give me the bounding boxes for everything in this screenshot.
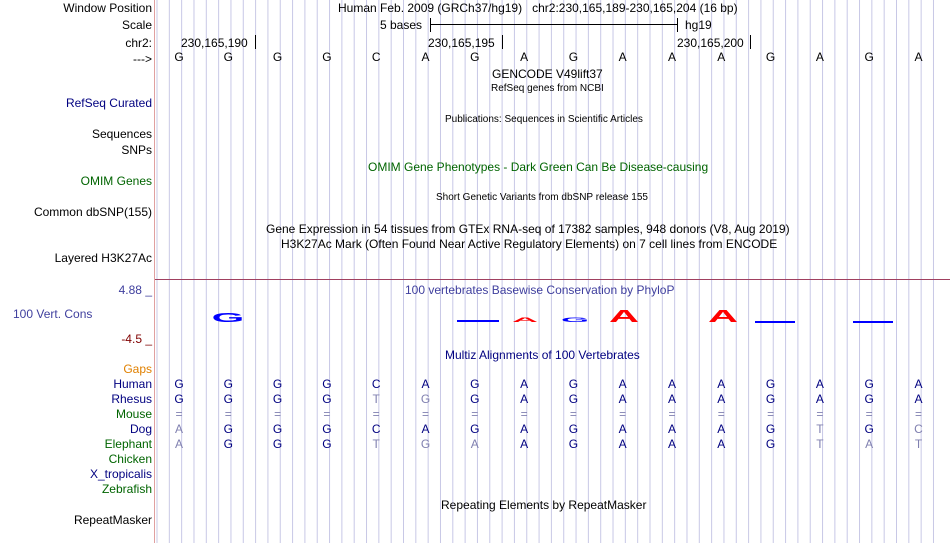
common-dbsnp-label[interactable]: Common dbSNP(155) xyxy=(33,205,152,219)
phylop-logo-plot xyxy=(155,296,950,326)
gtex-track-title[interactable]: Gene Expression in 54 tissues from GTEx RNA-seq of 17382 samples, 948 donors (V8, Aug 2019) xyxy=(266,222,790,236)
species-row-elephant xyxy=(155,437,950,451)
aligned-base: G xyxy=(864,392,874,406)
aligned-base: = xyxy=(619,407,627,421)
aligned-base: C xyxy=(914,422,923,436)
gaps-label[interactable]: Gaps xyxy=(123,362,152,376)
aligned-base: A xyxy=(667,377,676,391)
species-row-mouse xyxy=(155,407,950,421)
species-row-human xyxy=(155,377,950,391)
aligned-base: G xyxy=(420,392,431,406)
scale-text: 5 bases xyxy=(380,18,423,32)
aligned-base: G xyxy=(322,422,332,436)
reference-base: A xyxy=(914,50,923,64)
aligned-base: = xyxy=(816,407,824,421)
species-label-rhesus[interactable]: Rhesus xyxy=(111,392,152,406)
track-divider xyxy=(155,279,950,280)
aligned-base: = xyxy=(323,407,331,421)
aligned-base: A xyxy=(520,392,529,406)
chrom-label: chr2: xyxy=(125,36,152,50)
aligned-base: A xyxy=(520,377,529,391)
species-label-mouse[interactable]: Mouse xyxy=(115,407,152,421)
aligned-base: G xyxy=(568,377,579,391)
aligned-base: = xyxy=(421,407,429,421)
aligned-base: G xyxy=(174,377,184,391)
scale-bar xyxy=(430,24,677,25)
h3k27ac-track-title[interactable]: H3K27Ac Mark (Often Found Near Active Regulatory Elements) on 7 cell lines from ENCODE xyxy=(281,237,778,251)
aligned-base: = xyxy=(569,407,577,421)
sequences-label[interactable]: Sequences xyxy=(91,127,152,141)
aligned-base: = xyxy=(717,407,725,421)
aligned-base: G xyxy=(568,437,579,451)
aligned-base: G xyxy=(223,437,233,451)
reference-base: A xyxy=(667,50,676,64)
aligned-base: A xyxy=(667,392,676,406)
species-row-zebrafish xyxy=(155,482,950,496)
dbsnp-track-title[interactable]: Short Genetic Variants from dbSNP release 155 xyxy=(436,192,648,203)
aligned-base: G xyxy=(765,437,776,451)
species-label-dog[interactable]: Dog xyxy=(129,422,152,436)
aligned-base: A xyxy=(914,392,923,406)
reference-base: G xyxy=(223,50,233,64)
aligned-base: T xyxy=(914,437,923,451)
aligned-base: G xyxy=(223,422,233,436)
aligned-base: G xyxy=(470,377,480,391)
aligned-base: G xyxy=(568,422,579,436)
phylop-label[interactable]: 100 Vert. Cons xyxy=(13,307,93,321)
aligned-base: A xyxy=(717,392,726,406)
logo-g-large: G xyxy=(211,310,245,325)
logo-flat-a-1 xyxy=(755,321,795,323)
aligned-base: G xyxy=(864,422,874,436)
aligned-base: A xyxy=(174,437,183,451)
reference-base: A xyxy=(717,50,726,64)
aligned-base: = xyxy=(224,407,232,421)
reference-base: A xyxy=(618,50,627,64)
logo-flat-a-2 xyxy=(853,321,893,323)
aligned-base: A xyxy=(421,422,430,436)
aligned-base: A xyxy=(667,437,676,451)
position-200: 230,165,200 xyxy=(677,36,744,50)
aligned-base: G xyxy=(470,392,480,406)
refseq-track-title[interactable]: RefSeq genes from NCBI xyxy=(491,83,604,94)
aligned-base: C xyxy=(371,422,381,436)
position-190-tick xyxy=(255,35,256,49)
aligned-base: A xyxy=(618,377,627,391)
refseq-curated-label[interactable]: RefSeq Curated xyxy=(65,96,152,110)
aligned-base: = xyxy=(520,407,528,421)
logo-g-small: G xyxy=(560,316,590,324)
aligned-base: A xyxy=(914,377,923,391)
logo-a-small-1: A xyxy=(512,316,538,324)
reference-base: G xyxy=(470,50,480,64)
aligned-base: = xyxy=(865,407,873,421)
phylop-max-value: 4.88 _ xyxy=(118,283,152,297)
aligned-base: G xyxy=(568,392,579,406)
omim-genes-label[interactable]: OMIM Genes xyxy=(80,174,152,188)
aligned-base: G xyxy=(470,422,480,436)
position-195: 230,165,195 xyxy=(428,36,495,50)
species-row-rhesus xyxy=(155,392,950,406)
aligned-base: T xyxy=(816,437,824,451)
species-label-zebrafish[interactable]: Zebrafish xyxy=(101,482,152,496)
aligned-base: A xyxy=(174,422,183,436)
aligned-base: = xyxy=(914,407,922,421)
position-190: 230,165,190 xyxy=(181,36,248,50)
aligned-base: = xyxy=(767,407,775,421)
window-position-label: Window Position xyxy=(63,1,152,15)
species-label-human[interactable]: Human xyxy=(113,377,152,391)
aligned-base: A xyxy=(421,377,430,391)
window-position-title: Human Feb. 2009 (GRCh37/hg19) chr2:230,165,189-230,165,204 (16 bp) xyxy=(338,1,738,15)
position-195-tick xyxy=(502,35,503,49)
species-row-chicken xyxy=(155,452,950,466)
aligned-base: A xyxy=(717,422,726,436)
omim-track-title[interactable]: OMIM Gene Phenotypes - Dark Green Can Be Disease-causing xyxy=(368,160,709,174)
aligned-base: G xyxy=(322,377,332,391)
aligned-base: G xyxy=(272,422,283,436)
aligned-base: T xyxy=(372,437,380,451)
reference-bases-row xyxy=(155,50,950,64)
publications-track-title[interactable]: Publications: Sequences in Scientific Articles xyxy=(445,114,643,125)
aligned-base: T xyxy=(372,392,380,406)
aligned-base: G xyxy=(322,392,332,406)
multiz-track-title[interactable]: Multiz Alignments of 100 Vertebrates xyxy=(445,348,640,362)
aligned-base: G xyxy=(420,437,431,451)
reference-base: G xyxy=(864,50,874,64)
species-label-chicken[interactable]: Chicken xyxy=(108,452,152,466)
reference-base: G xyxy=(174,50,184,64)
species-row-x_tropicalis xyxy=(155,467,950,481)
reference-base: G xyxy=(568,50,579,64)
aligned-base: A xyxy=(520,422,529,436)
species-row-dog xyxy=(155,422,950,436)
aligned-base: = xyxy=(274,407,282,421)
logo-a-large-1: A xyxy=(608,306,640,326)
aligned-base: = xyxy=(668,407,676,421)
snps-label[interactable]: SNPs xyxy=(121,143,152,157)
species-label-elephant[interactable]: Elephant xyxy=(104,437,152,451)
layered-h3k27ac-label[interactable]: Layered H3K27Ac xyxy=(54,251,152,265)
aligned-base: A xyxy=(618,422,627,436)
reference-base: G xyxy=(272,50,283,64)
aligned-base: G xyxy=(322,437,332,451)
aligned-base: G xyxy=(765,377,776,391)
phylop-min-value: -4.5 _ xyxy=(121,332,152,346)
reference-base: A xyxy=(520,50,529,64)
reference-base: G xyxy=(765,50,776,64)
logo-a-large-2: A xyxy=(707,306,739,326)
aligned-base: = xyxy=(175,407,183,421)
reference-base: A xyxy=(815,50,824,64)
aligned-base: A xyxy=(865,437,874,451)
repeatmasker-track-title[interactable]: Repeating Elements by RepeatMasker xyxy=(441,498,647,512)
reference-base: A xyxy=(421,50,430,64)
assembly-label: hg19 xyxy=(685,18,712,32)
aligned-base: A xyxy=(470,437,479,451)
logo-flat-g xyxy=(457,320,499,322)
aligned-base: G xyxy=(765,422,776,436)
aligned-base: T xyxy=(816,422,824,436)
aligned-base: G xyxy=(223,377,233,391)
aligned-base: G xyxy=(864,377,874,391)
aligned-base: A xyxy=(815,392,824,406)
aligned-base: G xyxy=(174,392,184,406)
aligned-base: G xyxy=(272,392,283,406)
species-label-x_tropicalis[interactable]: X_tropicalis xyxy=(89,467,152,481)
aligned-base: A xyxy=(618,392,627,406)
aligned-base: G xyxy=(223,392,233,406)
aligned-base: G xyxy=(272,437,283,451)
phylop-track-title[interactable]: 100 vertebrates Basewise Conservation by PhyloP xyxy=(405,283,675,297)
scale-bar-right-tick xyxy=(677,18,678,32)
aligned-base: A xyxy=(717,377,726,391)
strand-label: ---> xyxy=(133,52,152,66)
aligned-base: A xyxy=(815,377,824,391)
position-200-tick xyxy=(750,35,751,49)
aligned-base: A xyxy=(667,422,676,436)
reference-base: G xyxy=(322,50,332,64)
aligned-base: G xyxy=(765,392,776,406)
aligned-base: A xyxy=(618,437,627,451)
repeatmasker-label[interactable]: RepeatMasker xyxy=(73,513,152,527)
reference-base: C xyxy=(371,50,381,64)
scale-bar-left-tick xyxy=(430,18,431,32)
scale-label: Scale xyxy=(121,18,152,32)
aligned-base: = xyxy=(471,407,479,421)
gencode-track-title[interactable]: GENCODE V49lift37 xyxy=(492,67,603,81)
aligned-base: G xyxy=(272,377,283,391)
aligned-base: A xyxy=(520,437,529,451)
aligned-base: C xyxy=(371,377,381,391)
aligned-base: = xyxy=(372,407,380,421)
aligned-base: A xyxy=(717,437,726,451)
